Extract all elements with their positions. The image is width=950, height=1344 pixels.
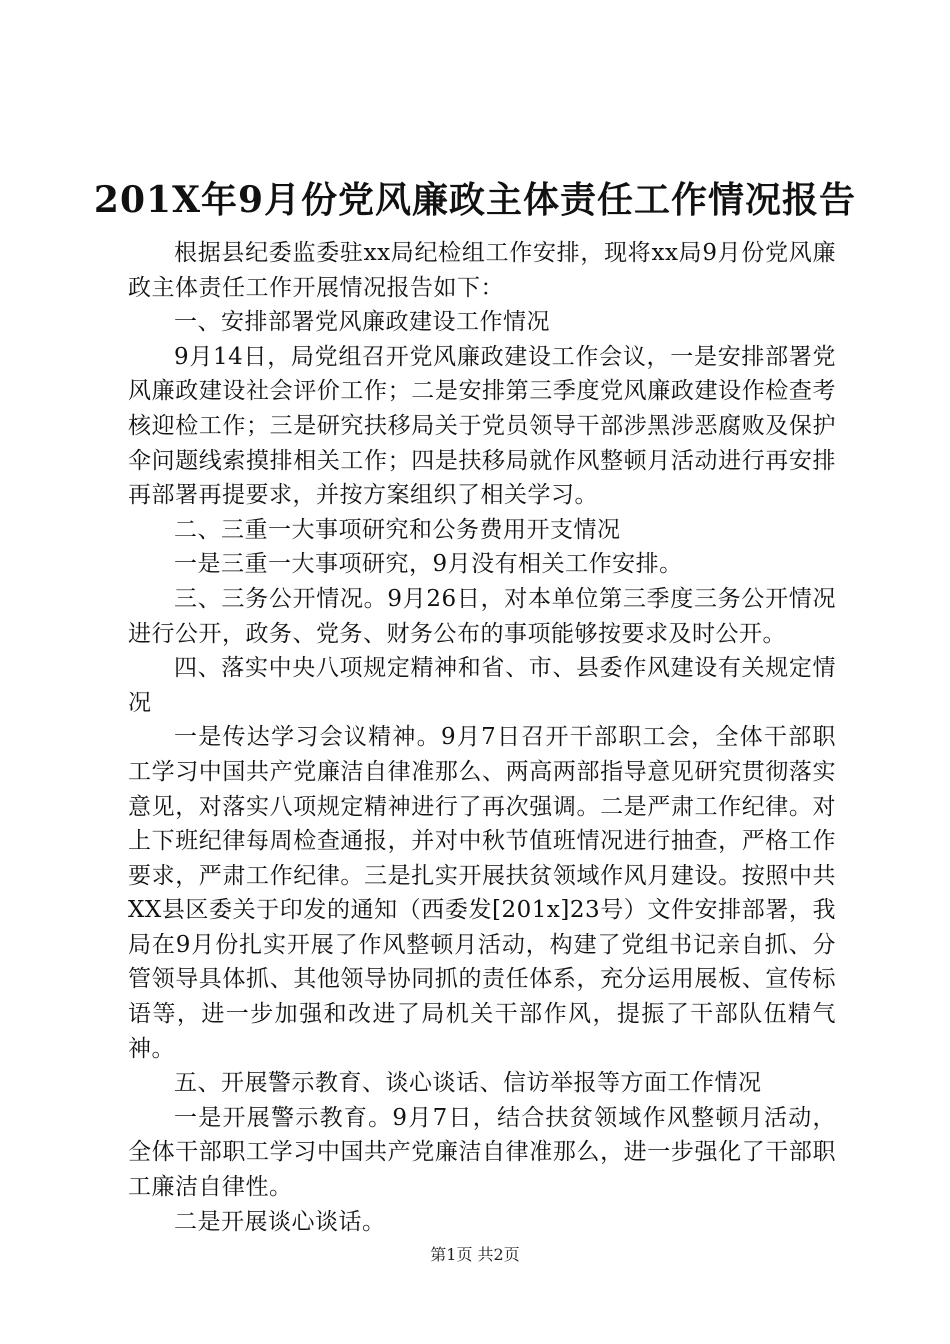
paragraph: 一是三重一大事项研究，9月没有相关工作安排。 bbox=[174, 551, 683, 578]
page-number-footer: 第1页 共2页 bbox=[430, 1245, 520, 1264]
section-heading-5: 五、开展警示教育、谈心谈话、信访举报等方面工作情况 bbox=[174, 1070, 762, 1097]
paragraph-intro: 根据县纪委监委驻xx局纪检组工作安排，现将xx局9月份党风廉政主体责任工作开展情况报告如下： bbox=[128, 240, 836, 301]
paragraph: 一是传达学习会议精神。9月7日召开干部职工会，全体干部职工学习中国共产党廉洁自律准那么、两高两部指导意见研究贯彻落实意见，对落实八项规定精神进行了再次强调。二是严肃工作纪律。对上下班纪律每周检查通报，并对中秋节值班情况进行抽查，严格工作要求，严肃工作纪律。三是扎实开展扶贫领域作风月建设。按照中共XX县区委关于印发的通知（西委发[201x]23号）文件安排部署，我局在9月份扎实开展了作风整顿月活动，构建了党组书记亲自抓、分管领导具体抓、其他领导协同抓的责任体系，充分运用展板、宣传标语等，进一步加强和改进了局机关干部作风，提振了干部队伍精气神。 bbox=[128, 724, 836, 1062]
paragraph: 9月14日，局党组召开党风廉政建设工作会议，一是安排部署党风廉政建设社会评价工作；二是安排第三季度党风廉政建设作检查考核迎检工作；三是研究扶移局关于党员领导干部涉黑涉恶腐败及保护伞问题线索摸排相关工作；四是扶移局就作风整顿月活动进行再安排再部署再提要求，并按方案组织了相关学习。 bbox=[128, 343, 836, 509]
section-heading-4: 四、落实中央八项规定精神和省、市、县委作风建设有关规定情况 bbox=[128, 655, 836, 716]
section-heading-1: 一、安排部署党风廉政建设工作情况 bbox=[174, 309, 550, 336]
paragraph: 二是开展谈心谈话。 bbox=[174, 1208, 386, 1235]
section-heading-2: 二、三重一大事项研究和公务费用开支情况 bbox=[174, 516, 621, 543]
document-title: 201X年9月份党风廉政主体责任工作情况报告 bbox=[93, 179, 857, 221]
document-body bbox=[128, 236, 836, 1239]
paragraph: 一是开展警示教育。9月7日，结合扶贫领域作风整顿月活动，全体干部职工学习中国共产党廉洁自律准那么，进一步强化了干部职工廉洁自律性。 bbox=[128, 1104, 836, 1201]
section-heading-3: 三、三务公开情况。9月26日，对本单位第三季度三务公开情况进行公开，政务、党务、财务公布的事项能够按要求及时公开。 bbox=[128, 585, 836, 647]
